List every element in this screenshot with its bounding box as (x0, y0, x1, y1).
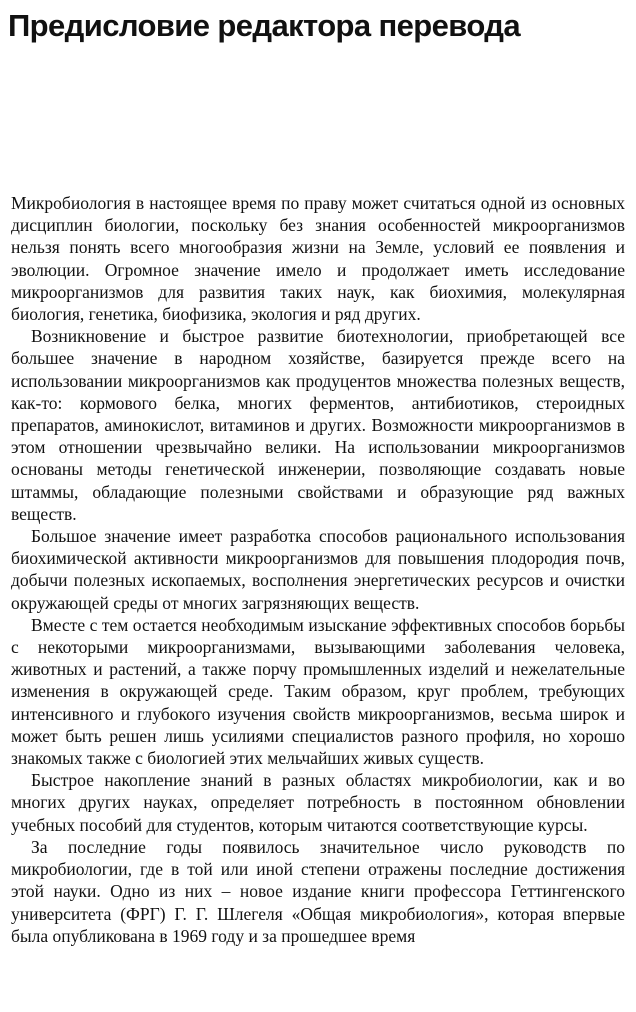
paragraph-6: За последние годы появилось значительное число руководств по микробиологии, где в той или иной степени отражены последние достижения этой науки. Одно из них – новое издание книги профессора Геттингенского университета (ФРГ) Г. Г. Шлегеля «Общая микробиология», которая впервые была опубликована в 1969 году и за прошедшее время (11, 836, 625, 946)
paragraph-1: Микробиология в настоящее время по праву может считаться одной из основных дисциплин биологии, поскольку без знания особенностей микроорганизмов нельзя понять всего многообразия жизни на Земле, условий ее появления и эволюции. Огромное значение имело и продолжает иметь исследование микроорганизмов для развития таких наук, как биохимия, молекулярная биология, генетика, биофизика, экология и ряд других. (11, 193, 625, 325)
paragraph-5: Быстрое накопление знаний в разных областях микробиологии, как и во многих других науках, определяет потребность в постоянном обновлении учебных пособий для студентов, которым читаются соответствующие курсы. (11, 770, 625, 835)
paragraph-4: Вместе с тем остается необходимым изыскание эффективных способов борьбы с некоторыми микроорганизмами, вызывающими заболевания человека, животных и растений, а также порчу промышленных изделий и нежелательные изменения в окружающей среде. Таким образом, круг проблем, требующих интенсивного и глубокого изучения свойств микроорганизмов, весьма широк и может быть решен лишь усилиями специалистов разного профиля, но хорошо знакомых также с биологией этих мельчайших живых существ. (11, 614, 625, 769)
paragraph-2: Возникновение и быстрое развитие биотехнологии, приобретающей все большее значение в народном хозяйстве, базируется прежде всего на использовании микроорганизмов как продуцентов множества полезных веществ, как-то: кормового белка, многих ферментов, антибиотиков, стероидных препаратов, аминокислот, витаминов и других. Возможности микроорганизмов в этом отношении чрезвычайно велики. На использовании микроорганизмов основаны методы генетической инженерии, позволяющие создавать новые штаммы, обладающие полезными свойствами и образующие ряд важных веществ. (11, 326, 625, 524)
paragraph-3: Большое значение имеет разработка способов рационального использования биохимической активности микроорганизмов для повышения плодородия почв, добычи полезных ископаемых, восполнения энергетических ресурсов и очистки окружающей среды от многих загрязняющих веществ. (11, 526, 625, 613)
body-text (11, 192, 625, 947)
page-title: Предисловие редактора перевода (8, 8, 520, 43)
